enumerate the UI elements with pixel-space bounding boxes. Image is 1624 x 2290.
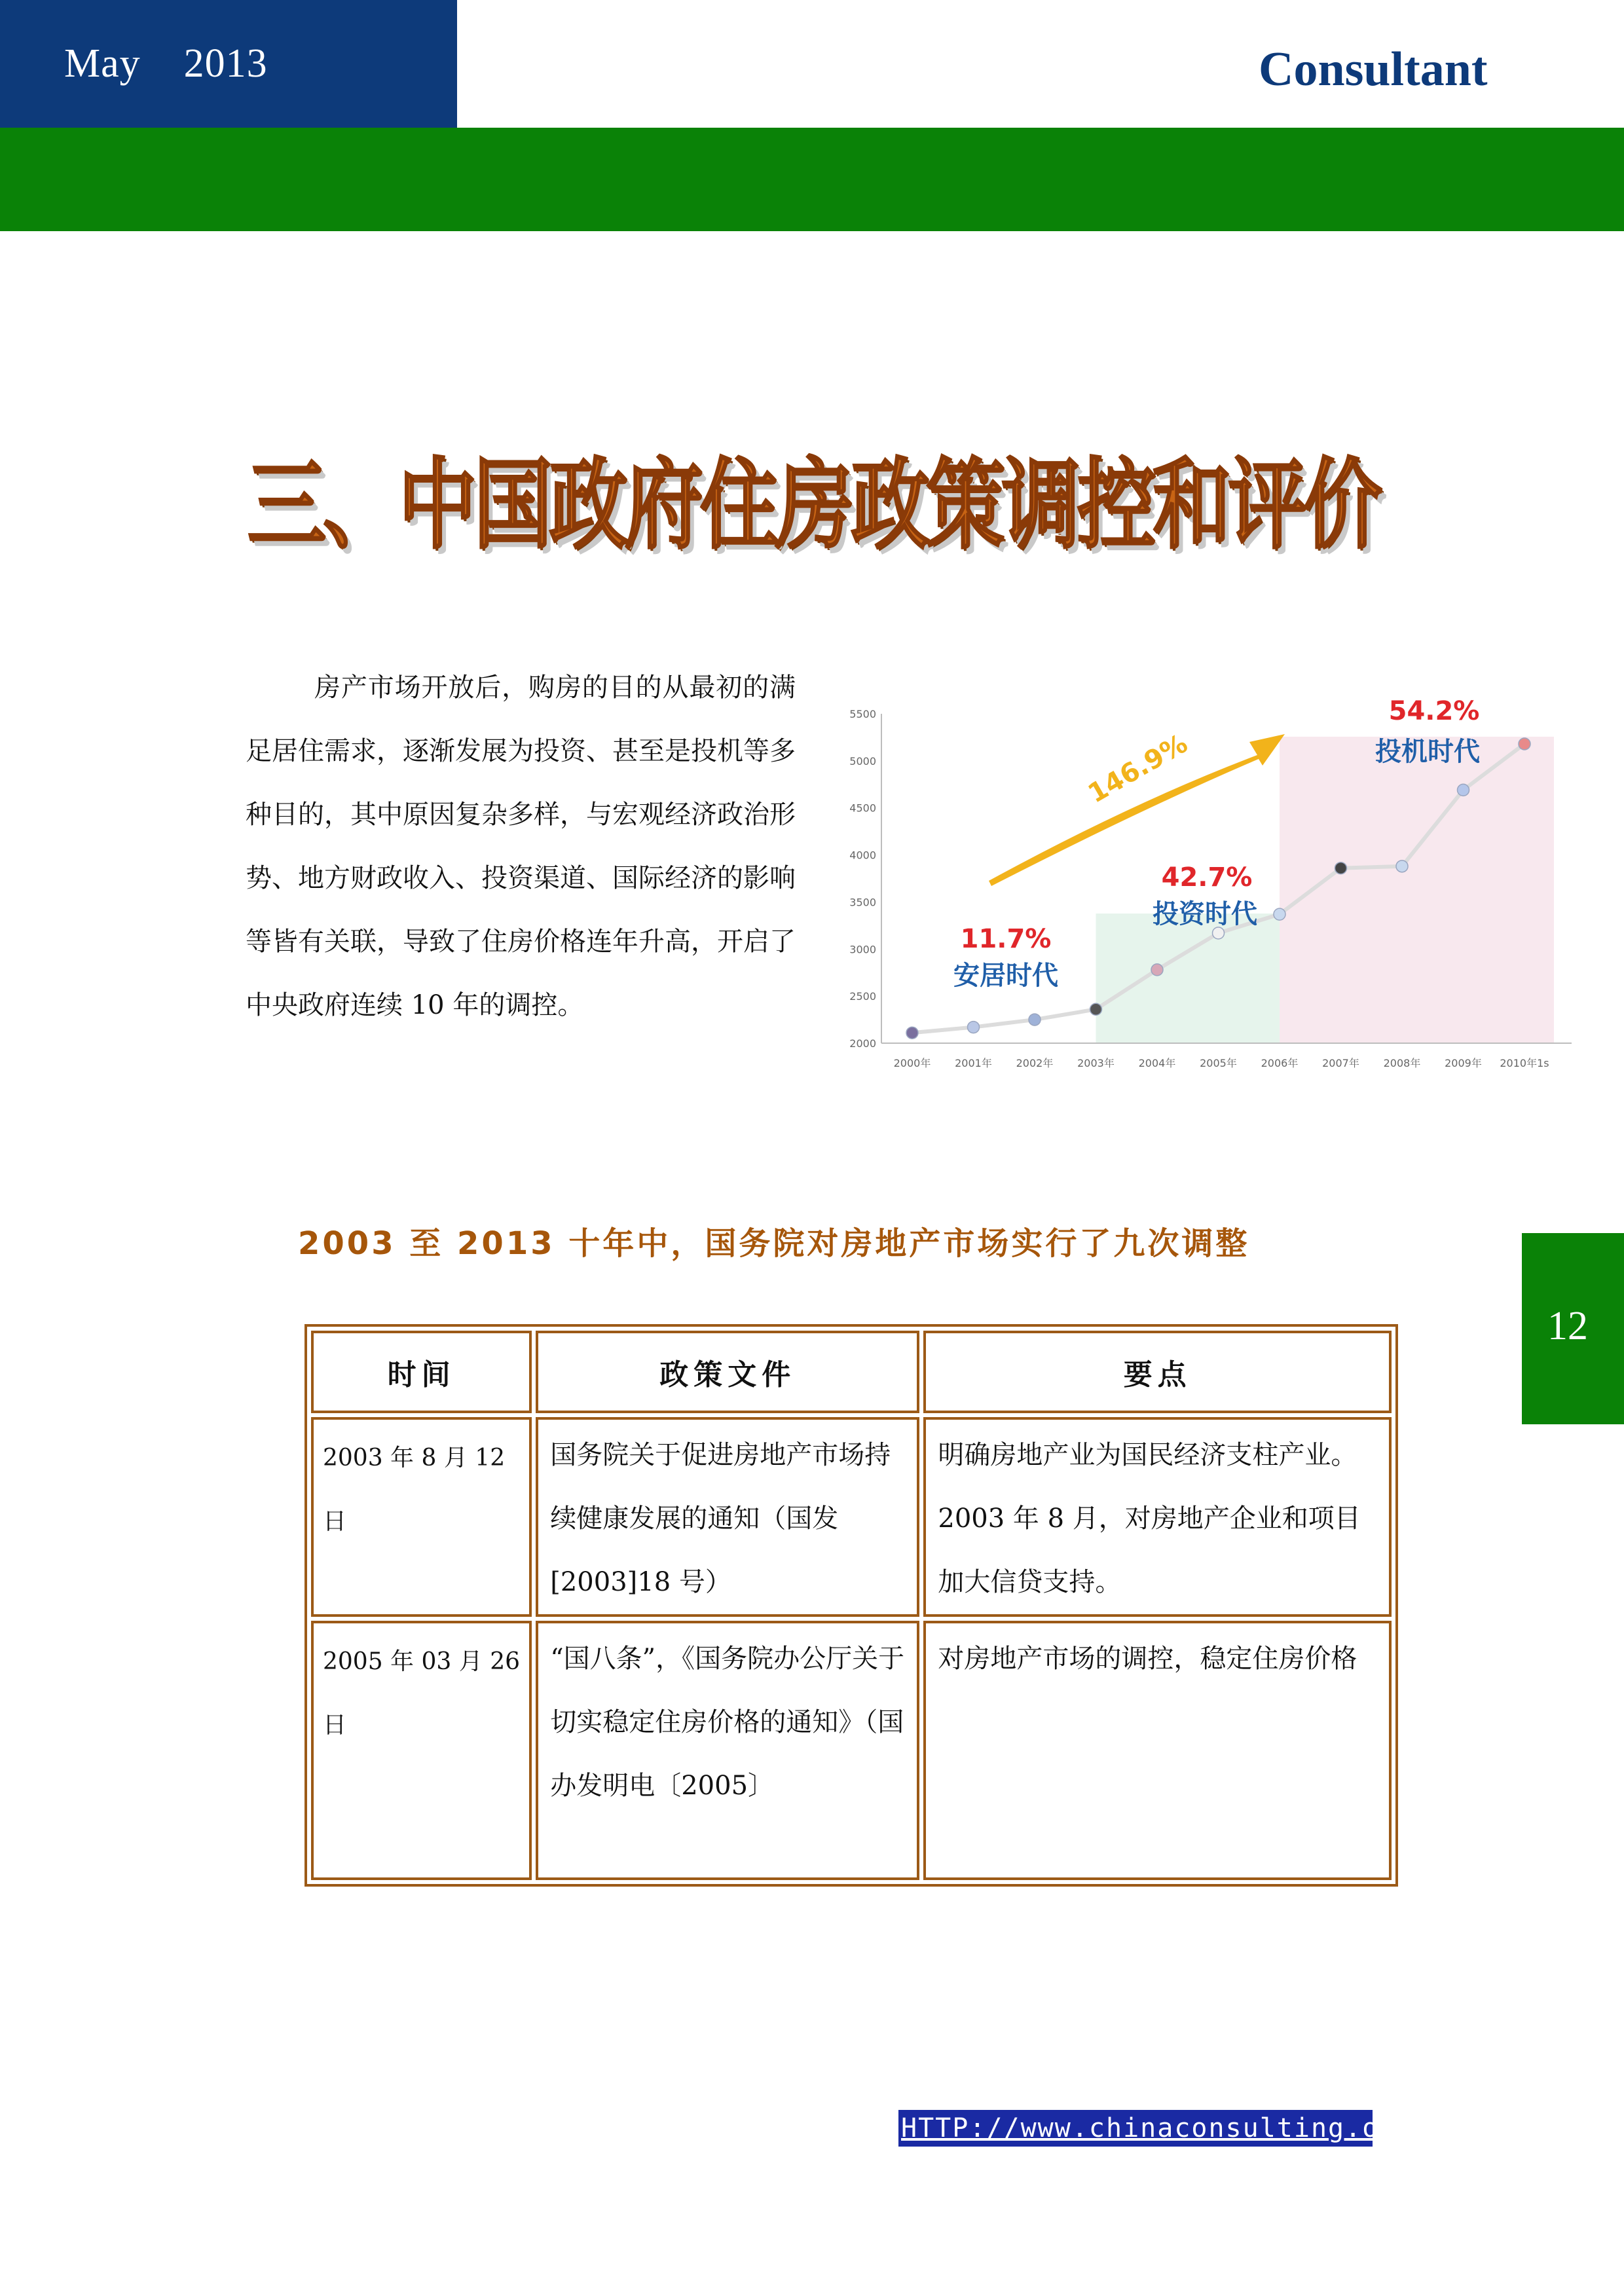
data-point <box>906 1027 918 1039</box>
header-points: 要点 <box>923 1331 1392 1413</box>
x-tick-label: 2010年1s <box>1500 1057 1549 1069</box>
x-tick-label: 2009年 <box>1445 1057 1482 1069</box>
header-time: 时间 <box>311 1331 532 1413</box>
table-header-row <box>311 1331 1392 1413</box>
era-name-label: 投资时代 <box>1153 899 1257 929</box>
row-date: 2003 年 8 月 12 日 <box>311 1417 532 1617</box>
era-growth-label: 54.2% <box>1388 696 1480 726</box>
housing-price-chart <box>851 691 1578 1084</box>
table-row <box>311 1417 1392 1617</box>
x-tick-label: 2008年 <box>1383 1057 1421 1069</box>
policy-table <box>304 1324 1398 1887</box>
data-point <box>1335 862 1347 874</box>
x-tick-label: 2001年 <box>955 1057 992 1069</box>
era-band-investment <box>1096 914 1280 1043</box>
data-point <box>1396 860 1408 872</box>
era-band-speculation <box>1280 737 1554 1043</box>
row-date: 2005 年 03 月 26 日 <box>311 1621 532 1880</box>
era-growth-label: 42.7% <box>1161 862 1253 893</box>
table-row <box>311 1621 1392 1880</box>
data-point <box>1458 784 1469 796</box>
data-point <box>1029 1014 1041 1025</box>
y-tick-label: 3000 <box>849 943 876 956</box>
row-points: 明确房地产业为国民经济支柱产业。2003 年 8 月，对房地产企业和项目加大信贷支持。 <box>923 1417 1392 1617</box>
y-tick-labels <box>849 708 876 1050</box>
page-number: 12 <box>1547 1304 1588 1348</box>
website-link[interactable]: HTTP://www.chinaconsulting.org.cn <box>898 2110 1373 2147</box>
data-point <box>968 1022 980 1033</box>
x-tick-labels <box>894 1057 1549 1069</box>
row-points: 对房地产市场的调控，稳定住房价格 <box>923 1621 1392 1880</box>
era-name-label: 投机时代 <box>1375 737 1480 767</box>
y-tick-label: 5500 <box>849 708 876 720</box>
era-growth-label: 11.7% <box>960 924 1052 954</box>
x-tick-label: 2007年 <box>1322 1057 1359 1069</box>
y-tick-label: 3500 <box>849 896 876 909</box>
data-point <box>1090 1003 1102 1015</box>
x-tick-label: 2005年 <box>1200 1057 1237 1069</box>
magazine-brand: Consultant <box>1259 43 1488 96</box>
header-document: 政策文件 <box>536 1331 919 1413</box>
data-point <box>1519 738 1530 750</box>
y-tick-label: 4000 <box>849 849 876 862</box>
x-tick-label: 2004年 <box>1138 1057 1176 1069</box>
intro-paragraph: 房产市场开放后，购房的目的从最初的满足居住需求，逐渐发展为投资、甚至是投机等多种目的，其中原因复杂多样，与宏观经济政治形势、地方财政收入、投资渠道、国际经济的影响等皆有关联，导致了住房价格连年升高，开启了中央政府连续 10 年的调控。 <box>246 673 796 1020</box>
row-document: 国务院关于促进房地产市场持续健康发展的通知（国发[2003]18 号） <box>536 1417 919 1617</box>
x-tick-label: 2002年 <box>1016 1057 1054 1069</box>
trend-label: 146.9% <box>1083 728 1193 809</box>
header-green-bar <box>0 128 1624 231</box>
era-name-label: 安居时代 <box>953 961 1058 991</box>
issue-date: May 2013 <box>64 41 268 86</box>
row-document: “国八条”，《国务院办公厅关于切实稳定住房价格的通知》（国办发明电〔2005〕 <box>536 1621 919 1880</box>
x-tick-label: 2003年 <box>1077 1057 1115 1069</box>
section-heading: 三、中国政府住房政策调控和评价 <box>248 449 1380 563</box>
y-tick-label: 2500 <box>849 990 876 1003</box>
y-tick-label: 2000 <box>849 1037 876 1050</box>
y-tick-label: 5000 <box>849 754 876 767</box>
y-tick-label: 4500 <box>849 802 876 815</box>
data-point <box>1274 908 1285 920</box>
data-point <box>1151 964 1163 976</box>
table-title: 2003 至 2013 十年中，国务院对房地产市场实行了九次调整 <box>298 1225 1250 1262</box>
x-tick-label: 2006年 <box>1261 1057 1299 1069</box>
x-tick-label: 2000年 <box>893 1057 931 1069</box>
